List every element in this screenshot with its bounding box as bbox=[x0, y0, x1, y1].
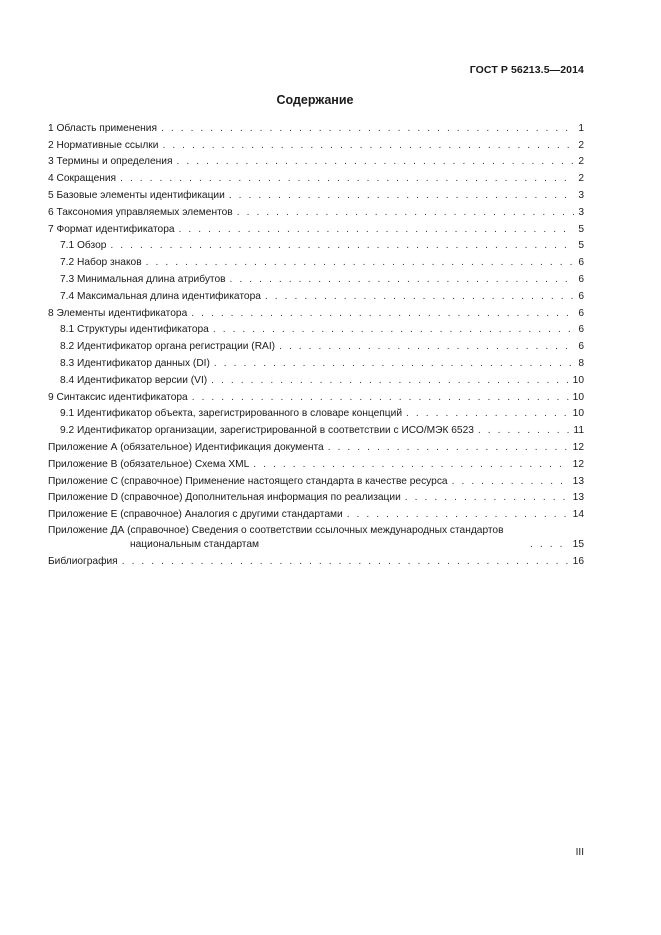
dot-leader bbox=[161, 122, 574, 136]
toc-entry-page: 10 bbox=[572, 408, 584, 420]
toc-entry-8[interactable] bbox=[48, 304, 584, 321]
dot-leader bbox=[229, 189, 575, 203]
toc-entry-page: 10 bbox=[572, 374, 584, 386]
toc-entry-6[interactable] bbox=[48, 203, 584, 220]
toc-entry-label: Приложение D (справочное) Дополнительная информация по реализации bbox=[48, 492, 401, 504]
dot-leader bbox=[230, 273, 575, 287]
toc-entry-9-1[interactable] bbox=[48, 405, 584, 422]
toc-entry-page: 1 bbox=[578, 122, 584, 134]
toc-entry-label: 9.1 Идентификатор объекта, зарегистрированного в словаре концепций bbox=[60, 408, 403, 420]
toc-entry-1[interactable] bbox=[48, 119, 584, 136]
dot-leader bbox=[328, 441, 569, 455]
toc-entry-label: Библиография bbox=[48, 555, 118, 567]
toc-entry-7-3[interactable] bbox=[48, 270, 584, 287]
toc-entry-5[interactable] bbox=[48, 186, 584, 203]
toc-entry-page: 5 bbox=[578, 240, 584, 252]
dot-leader bbox=[214, 357, 574, 371]
document-code-header: ГОСТ Р 56213.5—2014 bbox=[469, 64, 584, 76]
toc-entry-page: 6 bbox=[578, 290, 584, 302]
toc-entry-label: 1 Область применения bbox=[48, 122, 157, 134]
toc-entry-label: 7 Формат идентификатора bbox=[48, 223, 175, 235]
toc-entry-8-3[interactable] bbox=[48, 354, 584, 371]
toc-entry-appendix-e[interactable] bbox=[48, 505, 584, 522]
dot-leader bbox=[237, 206, 575, 220]
toc-entry-page: 13 bbox=[572, 492, 584, 504]
toc-entry-page: 6 bbox=[578, 324, 584, 336]
toc-entry-page: 3 bbox=[578, 206, 584, 218]
dot-leader bbox=[265, 290, 574, 304]
toc-entry-label bbox=[48, 524, 526, 552]
dot-leader bbox=[162, 139, 574, 153]
toc-entry-8-1[interactable] bbox=[48, 321, 584, 338]
dot-leader bbox=[279, 340, 574, 354]
toc-entry-label: 7.2 Набор знаков bbox=[60, 257, 142, 269]
toc-title: Содержание bbox=[276, 93, 354, 107]
toc-entry-appendix-da[interactable] bbox=[48, 522, 584, 552]
dot-leader bbox=[405, 491, 569, 505]
dot-leader bbox=[452, 475, 569, 489]
dot-leader bbox=[211, 374, 568, 388]
page-number: III bbox=[575, 847, 584, 858]
toc-entry-page: 15 bbox=[572, 539, 584, 551]
toc-entry-7-1[interactable] bbox=[48, 237, 584, 254]
toc-entry-appendix-c[interactable] bbox=[48, 472, 584, 489]
dot-leader bbox=[478, 424, 570, 438]
dot-leader bbox=[253, 458, 568, 472]
toc-entry-page: 11 bbox=[573, 425, 584, 437]
toc-entry-page: 12 bbox=[572, 458, 584, 470]
toc-entry-page: 12 bbox=[572, 441, 584, 453]
dot-leader bbox=[176, 155, 574, 169]
toc-entry-label: 5 Базовые элементы идентификации bbox=[48, 189, 225, 201]
toc-entry-label: 7.1 Обзор bbox=[60, 240, 107, 252]
toc-entry-label: 4 Сокращения bbox=[48, 173, 117, 185]
dot-leader bbox=[192, 391, 569, 405]
toc-entry-page: 16 bbox=[572, 555, 584, 567]
dot-leader bbox=[122, 555, 569, 569]
toc-entry-page: 6 bbox=[578, 341, 584, 353]
toc-entry-page: 6 bbox=[578, 273, 584, 285]
toc-entry-label: 7.4 Максимальная длина идентификатора bbox=[60, 290, 261, 302]
toc-entry-label: 9 Синтаксис идентификатора bbox=[48, 391, 188, 403]
toc-entry-page: 8 bbox=[578, 357, 584, 369]
table-of-contents bbox=[48, 119, 584, 569]
toc-entry-7-4[interactable] bbox=[48, 287, 584, 304]
toc-entry-page: 3 bbox=[578, 189, 584, 201]
toc-entry-label: 9.2 Идентификатор организации, зарегистрированной в соответствии с ИСО/МЭК 6523 bbox=[60, 425, 474, 437]
toc-entry-page: 6 bbox=[578, 257, 584, 269]
dot-leader bbox=[120, 172, 574, 186]
toc-entry-label: 8 Элементы идентификатора bbox=[48, 307, 188, 319]
toc-entry-7-2[interactable] bbox=[48, 253, 584, 270]
dot-leader bbox=[347, 508, 569, 522]
toc-entry-label: Приложение В (обязательное) Схема XML bbox=[48, 458, 250, 470]
toc-entry-bibliography[interactable] bbox=[48, 552, 584, 569]
dot-leader bbox=[146, 256, 575, 270]
toc-entry-label: Приложение А (обязательное) Идентификация документа bbox=[48, 441, 324, 453]
toc-entry-2[interactable] bbox=[48, 136, 584, 153]
toc-entry-label: 8.2 Идентификатор органа регистрации (RAI) bbox=[60, 341, 276, 353]
toc-entry-label: Приложение Е (справочное) Аналогия с другими стандартами bbox=[48, 509, 343, 521]
dot-leader bbox=[110, 239, 574, 253]
dot-leader bbox=[530, 538, 569, 552]
dot-leader bbox=[179, 223, 575, 237]
toc-entry-8-4[interactable] bbox=[48, 371, 584, 388]
toc-entry-9[interactable] bbox=[48, 388, 584, 405]
toc-entry-page: 2 bbox=[578, 156, 584, 168]
toc-entry-appendix-d[interactable] bbox=[48, 489, 584, 506]
toc-entry-label: 8.4 Идентификатор версии (VI) bbox=[60, 374, 208, 386]
toc-entry-label: 3 Термины и определения bbox=[48, 156, 173, 168]
toc-entry-label: 7.3 Минимальная длина атрибутов bbox=[60, 273, 226, 285]
toc-entry-label: 2 Нормативные ссылки bbox=[48, 139, 159, 151]
toc-entry-label: 8.3 Идентификатор данных (DI) bbox=[60, 357, 210, 369]
toc-entry-9-2[interactable] bbox=[48, 421, 584, 438]
toc-entry-label: 8.1 Структуры идентификатора bbox=[60, 324, 209, 336]
toc-entry-label-line-1: Приложение ДА (справочное) Сведения о соответствии ссылочных международных стандартов bbox=[48, 525, 504, 537]
toc-entry-7[interactable] bbox=[48, 220, 584, 237]
toc-entry-page: 2 bbox=[578, 173, 584, 185]
toc-entry-page: 6 bbox=[578, 307, 584, 319]
toc-entry-label-line-2: национальным стандартам bbox=[130, 539, 260, 551]
toc-entry-page: 14 bbox=[572, 509, 584, 521]
toc-entry-appendix-b[interactable] bbox=[48, 455, 584, 472]
toc-entry-4[interactable] bbox=[48, 169, 584, 186]
toc-entry-label: Приложение С (справочное) Применение настоящего стандарта в качестве ресурса bbox=[48, 475, 448, 487]
dot-leader bbox=[213, 323, 574, 337]
toc-entry-appendix-a[interactable] bbox=[48, 438, 584, 455]
toc-entry-page: 13 bbox=[572, 475, 584, 487]
toc-entry-3[interactable] bbox=[48, 153, 584, 170]
toc-entry-page: 5 bbox=[578, 223, 584, 235]
toc-entry-8-2[interactable] bbox=[48, 337, 584, 354]
toc-entry-page: 10 bbox=[572, 391, 584, 403]
dot-leader bbox=[191, 307, 574, 321]
toc-entry-page: 2 bbox=[578, 139, 584, 151]
toc-entry-label: 6 Таксономия управляемых элементов bbox=[48, 206, 233, 218]
dot-leader bbox=[406, 407, 569, 421]
